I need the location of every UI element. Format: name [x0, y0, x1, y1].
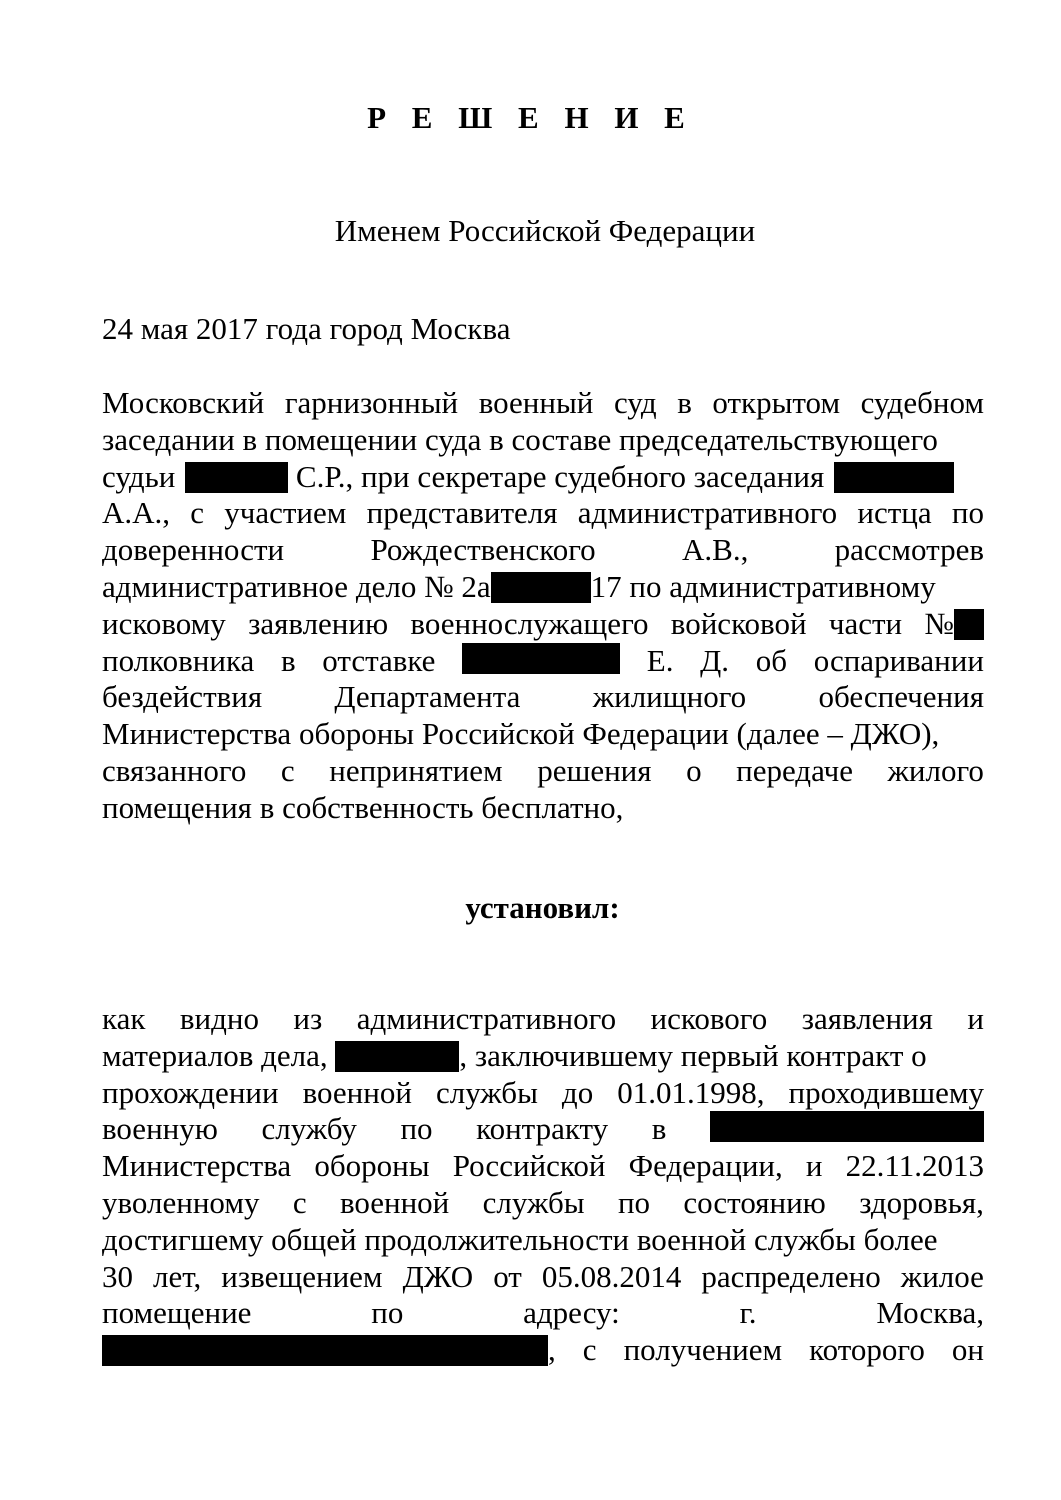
redaction-block	[185, 462, 288, 493]
redaction-block	[335, 1041, 459, 1072]
intro-paragraph	[102, 385, 984, 827]
p2-line-2: материалов дела, , заключившему первый контракт о	[102, 1037, 927, 1073]
p1-line-8: полковника в отставке Е. Д. об оспаривании	[102, 642, 984, 678]
document-title: Р Е Ш Е Н И Е	[367, 100, 694, 135]
redaction-block	[491, 572, 591, 603]
redaction-block	[710, 1111, 984, 1142]
p1-line-7: исковому заявлению военнослужащего войсковой части №	[102, 606, 984, 643]
redaction-block	[954, 609, 984, 640]
findings-paragraph	[102, 1001, 984, 1369]
redaction-block	[834, 462, 954, 493]
p2-line-1: как видно из административного искового заявления и	[102, 1001, 984, 1036]
p1-line-4: А.А., с участием представителя административного истца по	[102, 495, 984, 531]
redaction-block	[462, 643, 620, 674]
p1-line-3: судьи С.Р., при секретаре судебного заседания	[102, 459, 984, 496]
p2-line-6: уволенному с военной службы по состоянию здоровья,	[102, 1184, 984, 1220]
p1-line-11: связанного с непринятием решения о передаче жилого	[102, 752, 984, 788]
p2-line-4: военную службу по контракту в	[102, 1111, 984, 1148]
date-line: 24 мая 2017 года город Москва	[102, 311, 511, 346]
p2-line-7: достигшему общей продолжительности военной службы более	[102, 1221, 938, 1257]
p1-line-2: заседании в помещении суда в составе председательствующего	[102, 421, 938, 457]
section-heading: установил:	[465, 890, 620, 925]
p2-line-8: 30 лет, извещением ДЖО от 05.08.2014 распределено жилое	[102, 1258, 984, 1294]
p2-line-5: Министерства обороны Российской Федерации, и 22.11.2013	[102, 1148, 984, 1184]
document-subtitle: Именем Российской Федерации	[334, 213, 756, 248]
p1-line-6: административное дело № 2а 17 по административному	[102, 568, 936, 604]
redaction-block	[102, 1335, 548, 1366]
p2-line-10: , с получением которого он	[102, 1332, 984, 1369]
p1-line-9: бездействия Департамента жилищного обеспечения	[102, 679, 984, 715]
p2-line-9: помещение по адресу: г. Москва,	[102, 1295, 984, 1331]
p1-line-12: помещения в собственность бесплатно,	[102, 789, 624, 825]
p1-line-5: доверенности Рождественского А.В., рассмотрев	[102, 532, 984, 568]
p1-line-10: Министерства обороны Российской Федерации (далее – ДЖО),	[102, 716, 940, 752]
p2-line-3: прохождении военной службы до 01.01.1998, проходившему	[102, 1074, 984, 1110]
p1-line-1: Московский гарнизонный военный суд в открытом судебном	[102, 385, 984, 420]
